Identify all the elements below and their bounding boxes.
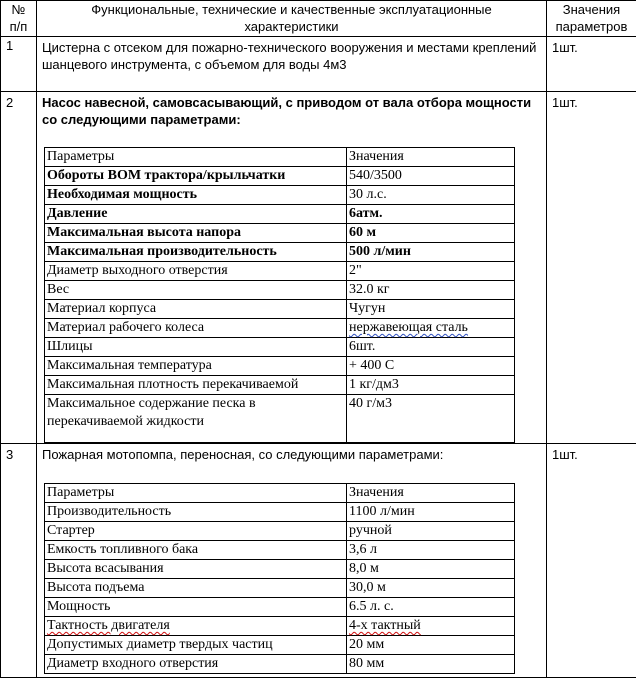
param-value: 30,0 м xyxy=(347,579,515,598)
param-name: Давление xyxy=(45,205,347,224)
param-row xyxy=(45,541,515,560)
param-value: 6атм. xyxy=(347,205,515,224)
param-row xyxy=(45,598,515,617)
param-row xyxy=(45,522,515,541)
inner-header-row xyxy=(45,484,515,503)
value-header: Значения xyxy=(347,484,515,503)
row-val: 1шт. xyxy=(547,92,636,444)
param-value: 500 л/мин xyxy=(347,243,515,262)
param-value: 80 мм xyxy=(347,655,515,674)
param-row xyxy=(45,395,515,443)
row-val: 1шт. xyxy=(547,37,636,92)
param-name: Высота всасывания xyxy=(45,560,347,579)
param-name: Материал корпуса xyxy=(45,300,347,319)
param-value: 40 г/м3 xyxy=(347,395,515,443)
param-name: Максимальное содержание песка в перекачиваемой жидкости xyxy=(45,395,347,443)
table-row xyxy=(1,444,636,678)
motopump-params-table xyxy=(44,483,515,674)
param-value-cell xyxy=(347,319,515,338)
pump-params-table xyxy=(44,147,515,443)
param-name: Емкость топливного бака xyxy=(45,541,347,560)
param-row xyxy=(45,186,515,205)
param-row xyxy=(45,376,515,395)
param-header: Параметры xyxy=(45,484,347,503)
param-row xyxy=(45,655,515,674)
param-name: Мощность xyxy=(45,598,347,617)
row-val: 1шт. xyxy=(547,444,636,678)
row-num: 1 xyxy=(1,37,37,92)
param-value: 30 л.с. xyxy=(347,186,515,205)
param-name: Материал рабочего колеса xyxy=(45,319,347,338)
param-row xyxy=(45,338,515,357)
param-name: Вес xyxy=(45,281,347,300)
param-row xyxy=(45,617,515,636)
param-value: 540/3500 xyxy=(347,167,515,186)
param-value: ручной xyxy=(347,522,515,541)
param-name: Максимальная высота напора xyxy=(45,224,347,243)
row-desc: Насос навесной, самовсасывающий, с приводом от вала отбора мощности со следующими параметрами: xyxy=(42,94,541,128)
param-name: Обороты ВОМ трактора/крыльчатки xyxy=(45,167,347,186)
param-row xyxy=(45,205,515,224)
param-value: 2" xyxy=(347,262,515,281)
param-row xyxy=(45,319,515,338)
param-value: Чугун xyxy=(347,300,515,319)
param-name: Допустимых диаметр твердых частиц xyxy=(45,636,347,655)
param-value: 1 кг/дм3 xyxy=(347,376,515,395)
param-header: Параметры xyxy=(45,148,347,167)
param-row xyxy=(45,300,515,319)
param-value: 20 мм xyxy=(347,636,515,655)
param-name: Тактность двигателя xyxy=(47,618,170,633)
param-row xyxy=(45,560,515,579)
param-value: 8,0 м xyxy=(347,560,515,579)
row-desc: Цистерна с отсеком для пожарно-технического вооружения и местами креплений шанцевого инструмента, с объемом для воды 4м3 xyxy=(37,37,547,92)
param-row xyxy=(45,167,515,186)
table-row xyxy=(1,37,636,92)
param-value: 1100 л/мин xyxy=(347,503,515,522)
table-row xyxy=(1,92,636,444)
param-row xyxy=(45,281,515,300)
param-row xyxy=(45,262,515,281)
inner-header-row xyxy=(45,148,515,167)
param-row xyxy=(45,357,515,376)
param-name: Стартер xyxy=(45,522,347,541)
param-name: Производительность xyxy=(45,503,347,522)
param-value: 6шт. xyxy=(347,338,515,357)
header-val: Значения параметров xyxy=(547,1,636,37)
param-value-cell xyxy=(347,617,515,636)
param-row xyxy=(45,503,515,522)
param-name: Максимальная температура xyxy=(45,357,347,376)
row-desc: Пожарная мотопомпа, переносная, со следующими параметрами: xyxy=(42,446,541,463)
param-name: Максимальная производительность xyxy=(45,243,347,262)
specs-header-row xyxy=(1,1,636,37)
param-value: нержавеющая сталь xyxy=(349,320,468,335)
param-name: Высота подъема xyxy=(45,579,347,598)
row-desc-cell xyxy=(37,444,547,678)
param-name: Максимальная плотность перекачиваемой xyxy=(45,376,347,395)
value-header: Значения xyxy=(347,148,515,167)
param-name: Необходимая мощность xyxy=(45,186,347,205)
param-name: Диаметр выходного отверстия xyxy=(45,262,347,281)
param-row xyxy=(45,224,515,243)
param-value: + 400 С xyxy=(347,357,515,376)
param-name-cell xyxy=(45,617,347,636)
param-row xyxy=(45,579,515,598)
param-value: 4-х тактный xyxy=(349,618,421,633)
header-num: № п/п xyxy=(1,1,37,37)
row-num: 2 xyxy=(1,92,37,444)
param-row xyxy=(45,636,515,655)
row-num: 3 xyxy=(1,444,37,678)
param-value: 32.0 кг xyxy=(347,281,515,300)
param-name: Шлицы xyxy=(45,338,347,357)
param-value: 3,6 л xyxy=(347,541,515,560)
param-row xyxy=(45,243,515,262)
param-name: Диаметр входного отверстия xyxy=(45,655,347,674)
param-value: 60 м xyxy=(347,224,515,243)
row-desc-cell xyxy=(37,92,547,444)
header-desc: Функциональные, технические и качественные эксплуатационные характеристики xyxy=(37,1,547,37)
param-value: 6.5 л. с. xyxy=(347,598,515,617)
